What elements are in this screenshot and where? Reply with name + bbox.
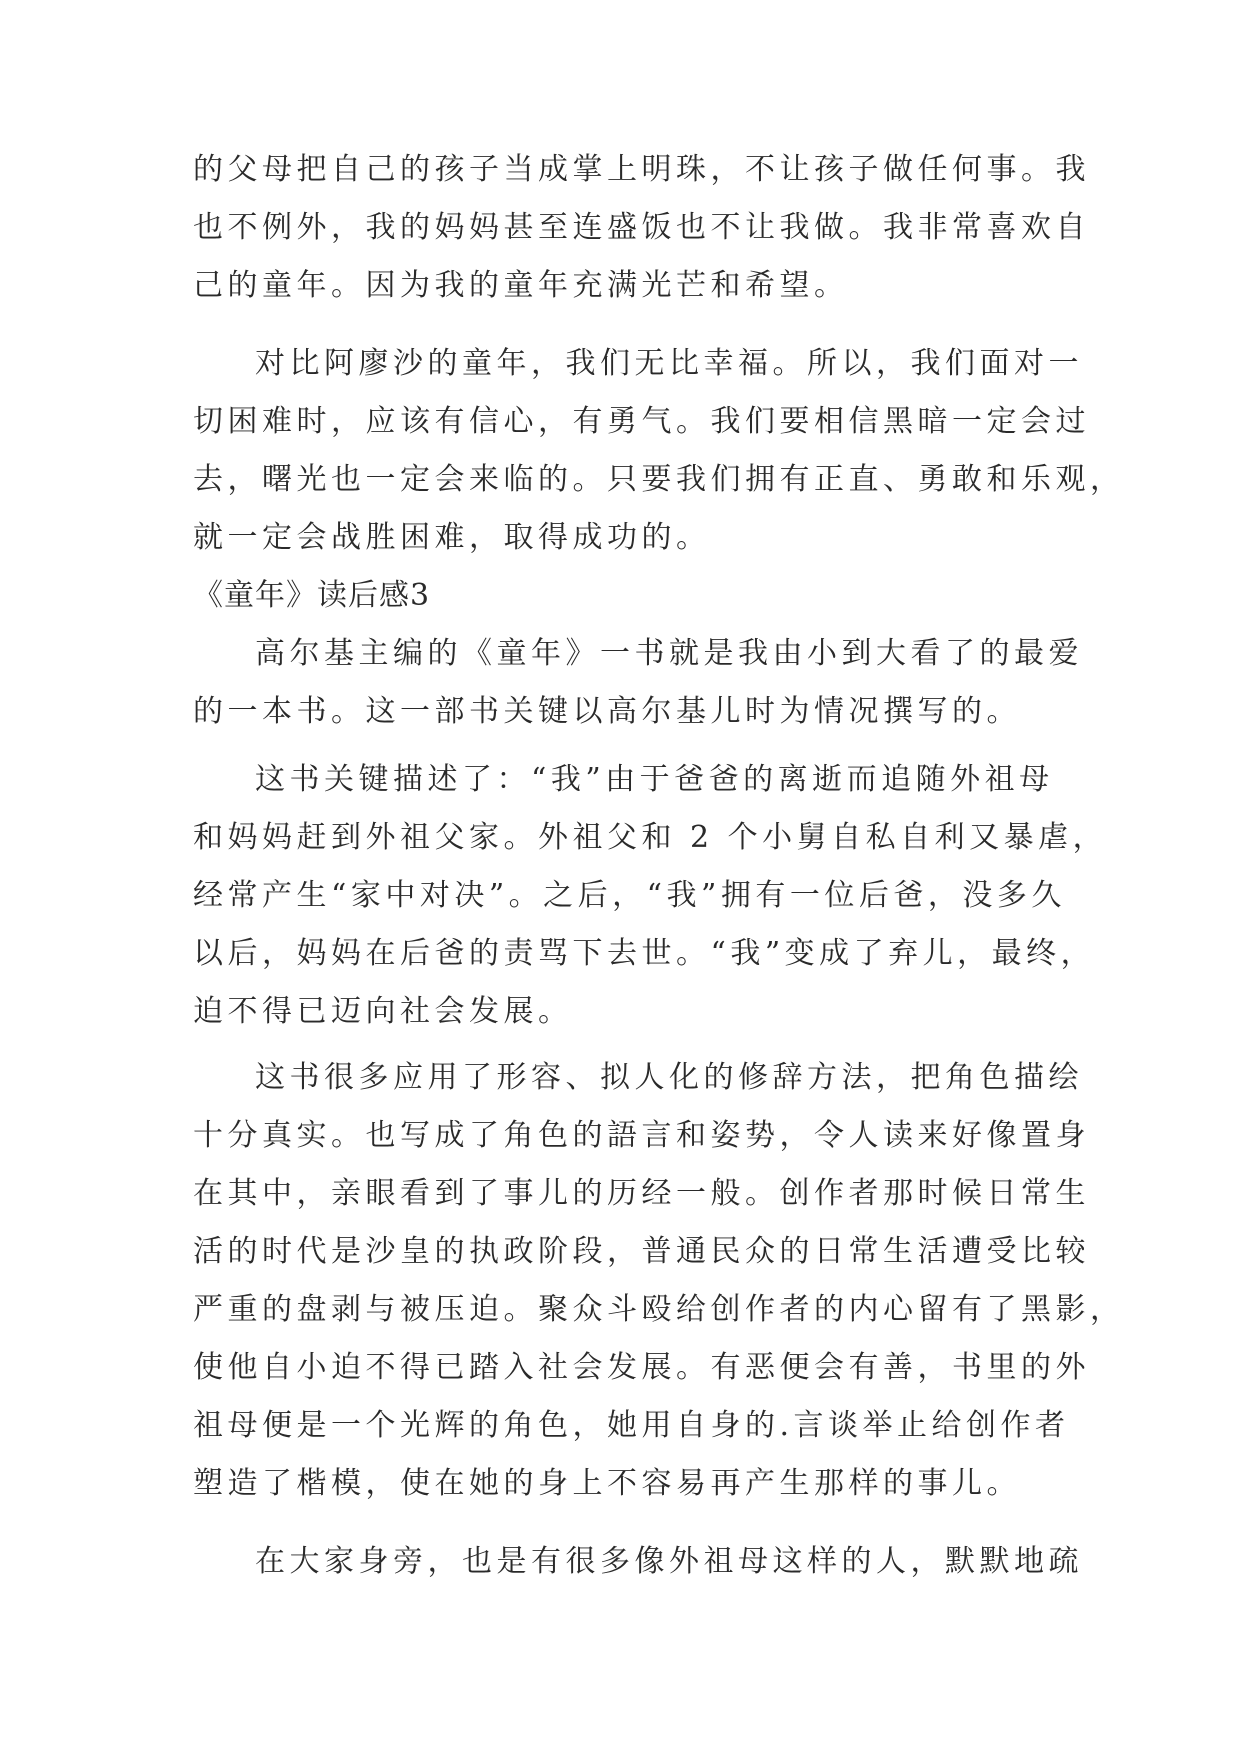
text-line: 塑造了楷模，使在她的身上不容易再产生那样的事儿。: [193, 1466, 1021, 1501]
paragraph-start: 在大家身旁，也是有很多像外祖母这样的人，默默地疏: [255, 1544, 1083, 1579]
text-line: 十分真实。也写成了角色的語言和姿势，令人读来好像置身: [193, 1118, 1090, 1153]
text-line: 的一本书。这一部书关键以高尔基儿时为情况撰写的。: [193, 694, 1021, 729]
text-line: 去，曙光也一定会来临的。只要我们拥有正直、勇敢和乐观，: [193, 462, 1125, 497]
paragraph-start: 高尔基主编的《童年》一书就是我由小到大看了的最爱: [255, 636, 1083, 671]
text-line: 切困难时，应该有信心，有勇气。我们要相信黑暗一定会过: [193, 404, 1090, 439]
text-line: 活的时代是沙皇的执政阶段，普通民众的日常生活遭受比较: [193, 1234, 1090, 1269]
text-line: 和妈妈赶到外祖父家。外祖父和 2 个小舅自私自利又暴虐，: [193, 820, 1108, 855]
text-line: 祖母便是一个光辉的角色，她用自身的.言谈举止给创作者: [193, 1408, 1070, 1443]
text-line: 以后，妈妈在后爸的责骂下去世。“我”变成了弃儿，最终，: [193, 936, 1096, 971]
text-line: 在其中，亲眼看到了事儿的历经一般。创作者那时候日常生: [193, 1176, 1090, 1211]
text-line: 严重的盘剥与被压迫。聚众斗殴给创作者的内心留有了黑影，: [193, 1292, 1125, 1327]
paragraph-start: 这书很多应用了形容、拟人化的修辞方法，把角色描绘: [255, 1060, 1083, 1095]
paragraph-start: 这书关键描述了：“我”由于爸爸的离逝而追随外祖母: [255, 762, 1054, 797]
text-line: 迫不得已迈向社会发展。: [193, 994, 573, 1029]
text-line: 的父母把自己的孩子当成掌上明珠，不让孩子做任何事。我: [193, 152, 1090, 187]
paragraph-start: 对比阿廖沙的童年，我们无比幸福。所以，我们面对一: [255, 346, 1083, 381]
text-line: 己的童年。因为我的童年充满光芒和希望。: [193, 268, 849, 303]
text-line: 也不例外，我的妈妈甚至连盛饭也不让我做。我非常喜欢自: [193, 210, 1090, 245]
text-line: 使他自小迫不得已踏入社会发展。有恶便会有善，书里的外: [193, 1350, 1090, 1385]
section-heading: 《童年》读后感3: [193, 578, 431, 613]
text-line: 经常产生“家中对决”。之后，“我”拥有一位后爸，没多久: [193, 878, 1066, 913]
text-line: 就一定会战胜困难，取得成功的。: [193, 520, 711, 555]
